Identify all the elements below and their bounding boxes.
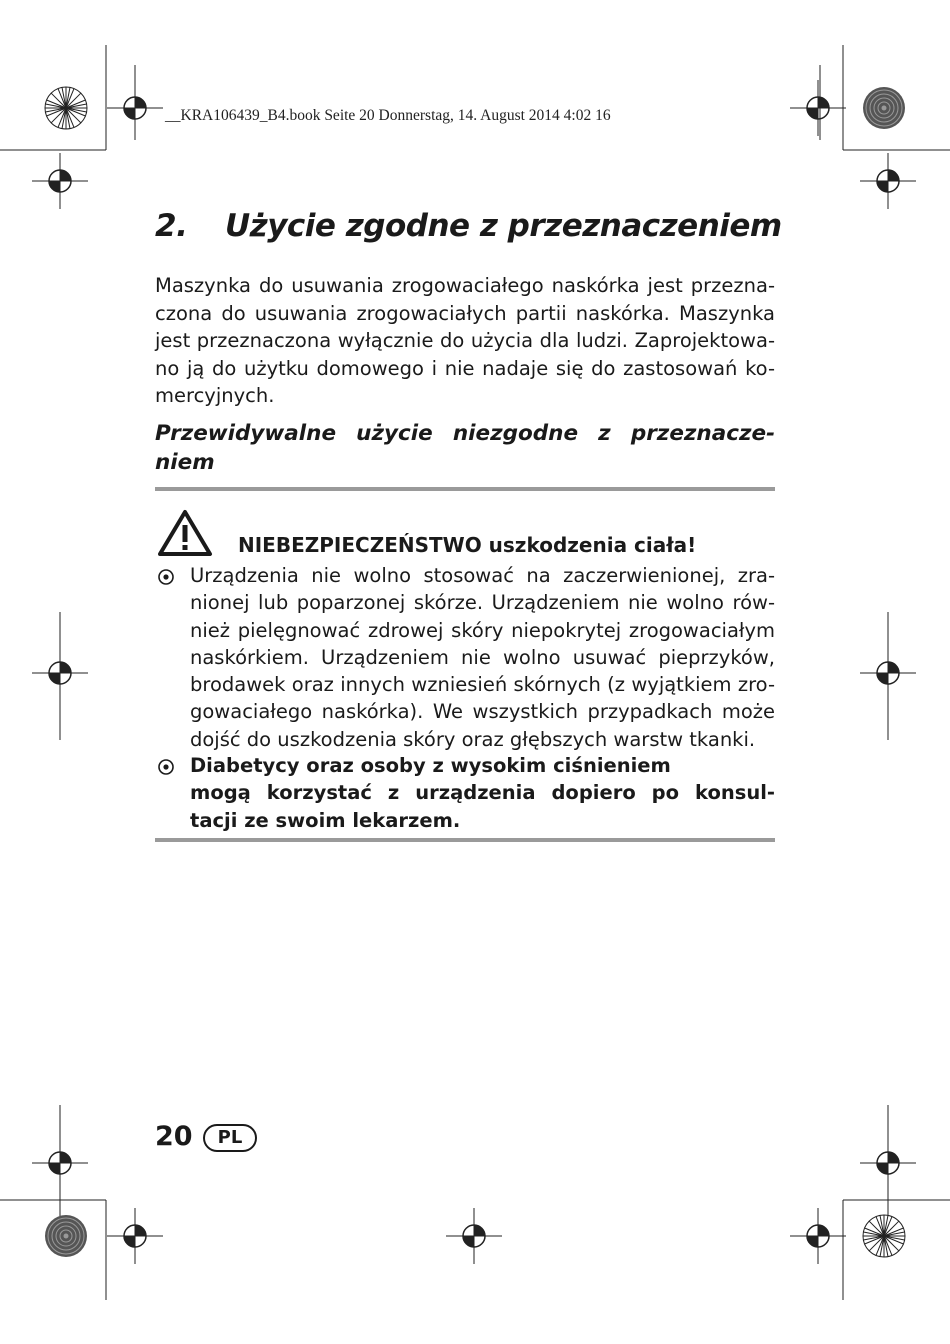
text-line: naskórkiem. Urządzeniem nie wolno usuwać pieprzyków,	[190, 645, 775, 669]
warning-title: NIEBEZPIECZEŃSTWO uszkodzenia ciała!	[238, 533, 697, 557]
target-bullet-icon	[157, 758, 175, 776]
text-line: Urządzenia nie wolno stosować na zaczerwienionej, zra-	[190, 564, 775, 587]
list-item	[155, 562, 775, 753]
text-line: nież pielęgnować zdrowej skóry niepokrytej zrogowaciałym	[190, 618, 775, 642]
print-slug-header: __KRA106439_B4.book Seite 20 Donnerstag, 14. August 2014 4:02 16	[165, 107, 611, 124]
section-number: 2.	[155, 208, 188, 244]
subheading-line: niem	[155, 450, 215, 475]
text-line: brodawek oraz innych wzniesień skórnych (z wyjątkiem zro-	[190, 673, 775, 697]
text-line: Maszynka do usuwania zrogowaciałego naskórka jest przezna-	[155, 274, 775, 297]
page-number: 20	[155, 1121, 193, 1152]
text-line: nionej lub poparzonej skórze. Urządzeniem nie wolno rów-	[190, 591, 775, 615]
text-line: tacji ze swoim lekarzem.	[190, 808, 461, 832]
list-item-text	[190, 752, 775, 834]
text-line: dojść do uszkodzenia skóry oraz głębszych warstw tkanki.	[190, 727, 756, 751]
text-line: czona do usuwania zrogowaciałych partii naskórka. Maszynka	[155, 301, 775, 325]
list-item-text	[190, 562, 775, 753]
warning-triangle-icon	[157, 509, 213, 557]
text-line: jest przeznaczona wyłącznie do użycia dla ludzi. Zaprojektowa-	[155, 329, 775, 352]
text-line: mercyjnych.	[155, 384, 275, 407]
subheading-line: Przewidywalne użycie niezgodne z przeznacze-	[155, 421, 775, 446]
section-title-text: Użycie zgodne z przeznaczeniem	[225, 208, 782, 244]
divider-top	[155, 487, 775, 491]
text-line: mogą korzystać z urządzenia dopiero po konsul-	[190, 781, 775, 805]
subheading	[155, 419, 775, 477]
list-item	[155, 752, 775, 834]
section-title	[155, 208, 782, 244]
language-badge: PL	[203, 1124, 257, 1152]
divider-bottom	[155, 838, 775, 842]
text-line: Diabetycy oraz osoby z wysokim ciśnieniem	[190, 754, 671, 777]
text-line: gowaciałego naskórka). We wszystkich przypadkach może	[190, 700, 775, 724]
target-bullet-icon	[157, 568, 175, 586]
text-line: no ją do użytku domowego i nie nadaje się do zastosowań ko-	[155, 356, 775, 380]
intro-paragraph	[155, 272, 775, 410]
